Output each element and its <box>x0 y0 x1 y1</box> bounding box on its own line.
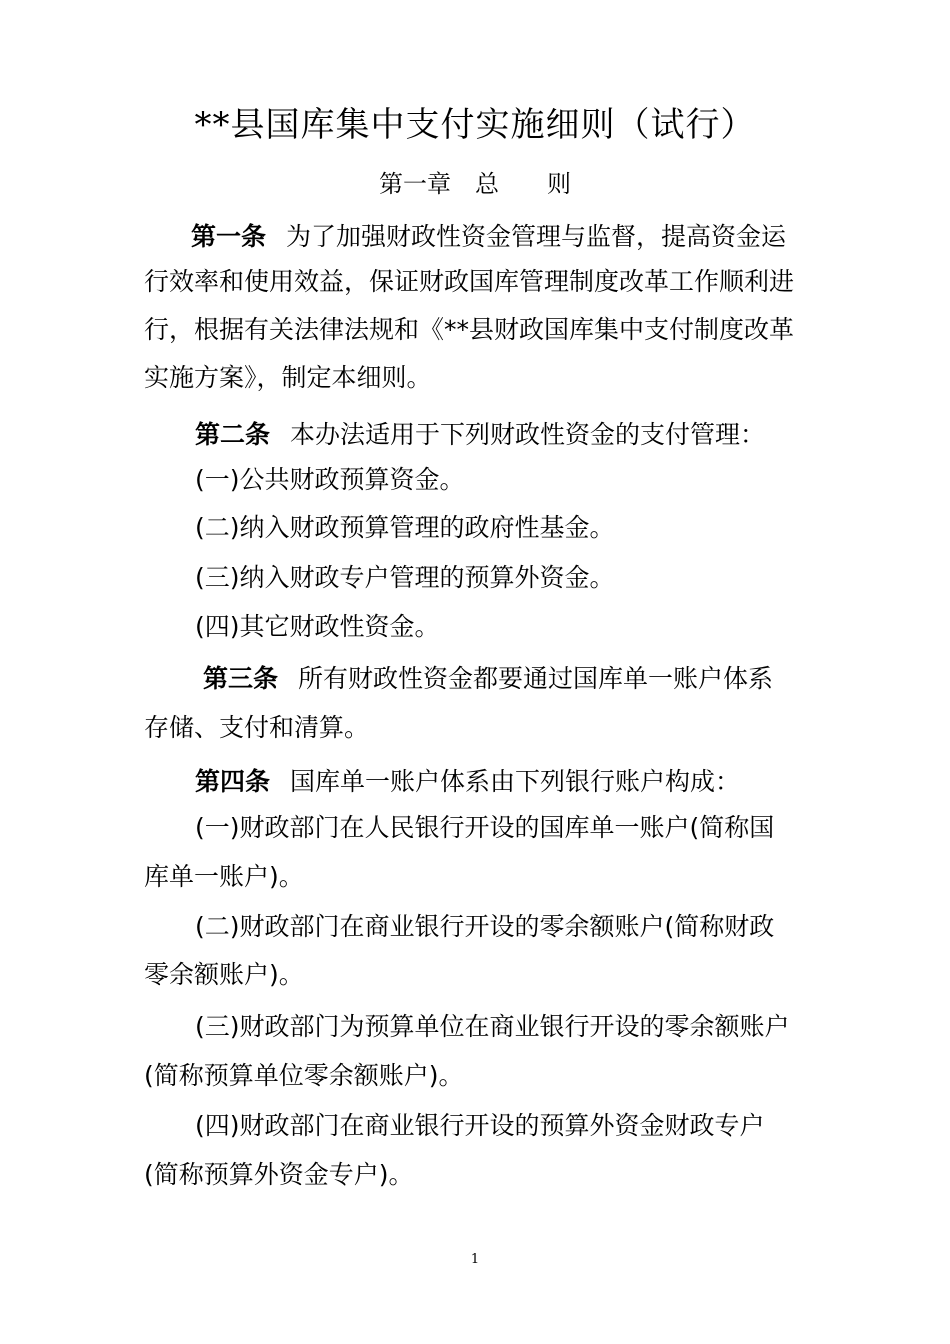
article2-item2: (二)纳入财政预算管理的政府性基金。 <box>195 513 615 542</box>
article4-text-1: 国库单一账户体系由下列银行账户构成： <box>290 767 741 796</box>
article2-line1 <box>144 415 865 455</box>
article4-item2-line1: (二)财政部门在商业银行开设的零余额账户(简称财政 <box>195 912 775 941</box>
article4-label: 第四条 <box>195 767 271 796</box>
article2-text-1: 本办法适用于下列财政性资金的支付管理： <box>290 420 766 449</box>
article1-label: 第一条 <box>191 222 267 251</box>
article1-line4: 实施方案》，制定本细则。 <box>144 363 432 392</box>
article4-item3-line1: (三)财政部门为预算单位在商业银行开设的零余额账户 <box>195 1012 790 1041</box>
article4-item1-line2: 库单一账户)。 <box>144 862 304 891</box>
article4-item3-line2: (简称预算单位零余额账户)。 <box>144 1061 464 1090</box>
article3-line1 <box>144 659 873 699</box>
page-number: 1 <box>470 1252 480 1267</box>
article1-line2: 行效率和使用效益，保证财政国库管理制度改革工作顺利进 <box>144 267 795 296</box>
article4-line1 <box>144 762 865 802</box>
article3-line2: 存储、支付和清算。 <box>144 713 370 742</box>
article1-text-1: 为了加强财政性资金管理与监督，提高资金运 <box>286 222 787 251</box>
article2-label: 第二条 <box>195 420 271 449</box>
document-title: **县国库集中支付实施细则（试行） <box>194 105 756 145</box>
article4-item4-line2: (简称预算外资金专户)。 <box>144 1160 414 1189</box>
article1-line3: 行，根据有关法律法规和《**县财政国库集中支付制度改革 <box>144 315 795 344</box>
article2-item3: (三)纳入财政专户管理的预算外资金。 <box>195 563 615 592</box>
article3-label: 第三条 <box>203 664 279 693</box>
article2-item4: (四)其它财政性资金。 <box>195 612 440 641</box>
article1-line1 <box>144 217 861 257</box>
article4-item1-line1: (一)财政部门在人民银行开设的国库单一账户(简称国 <box>195 813 775 842</box>
article3-text-1: 所有财政性资金都要通过国库单一账户体系 <box>298 664 774 693</box>
article2-item1: (一)公共财政预算资金。 <box>195 465 465 494</box>
chapter-heading: 第一章 总 则 <box>379 170 571 198</box>
article4-item2-line2: 零余额账户)。 <box>144 960 304 989</box>
article4-item4-line1: (四)财政部门在商业银行开设的预算外资金财政专户 <box>195 1111 765 1140</box>
